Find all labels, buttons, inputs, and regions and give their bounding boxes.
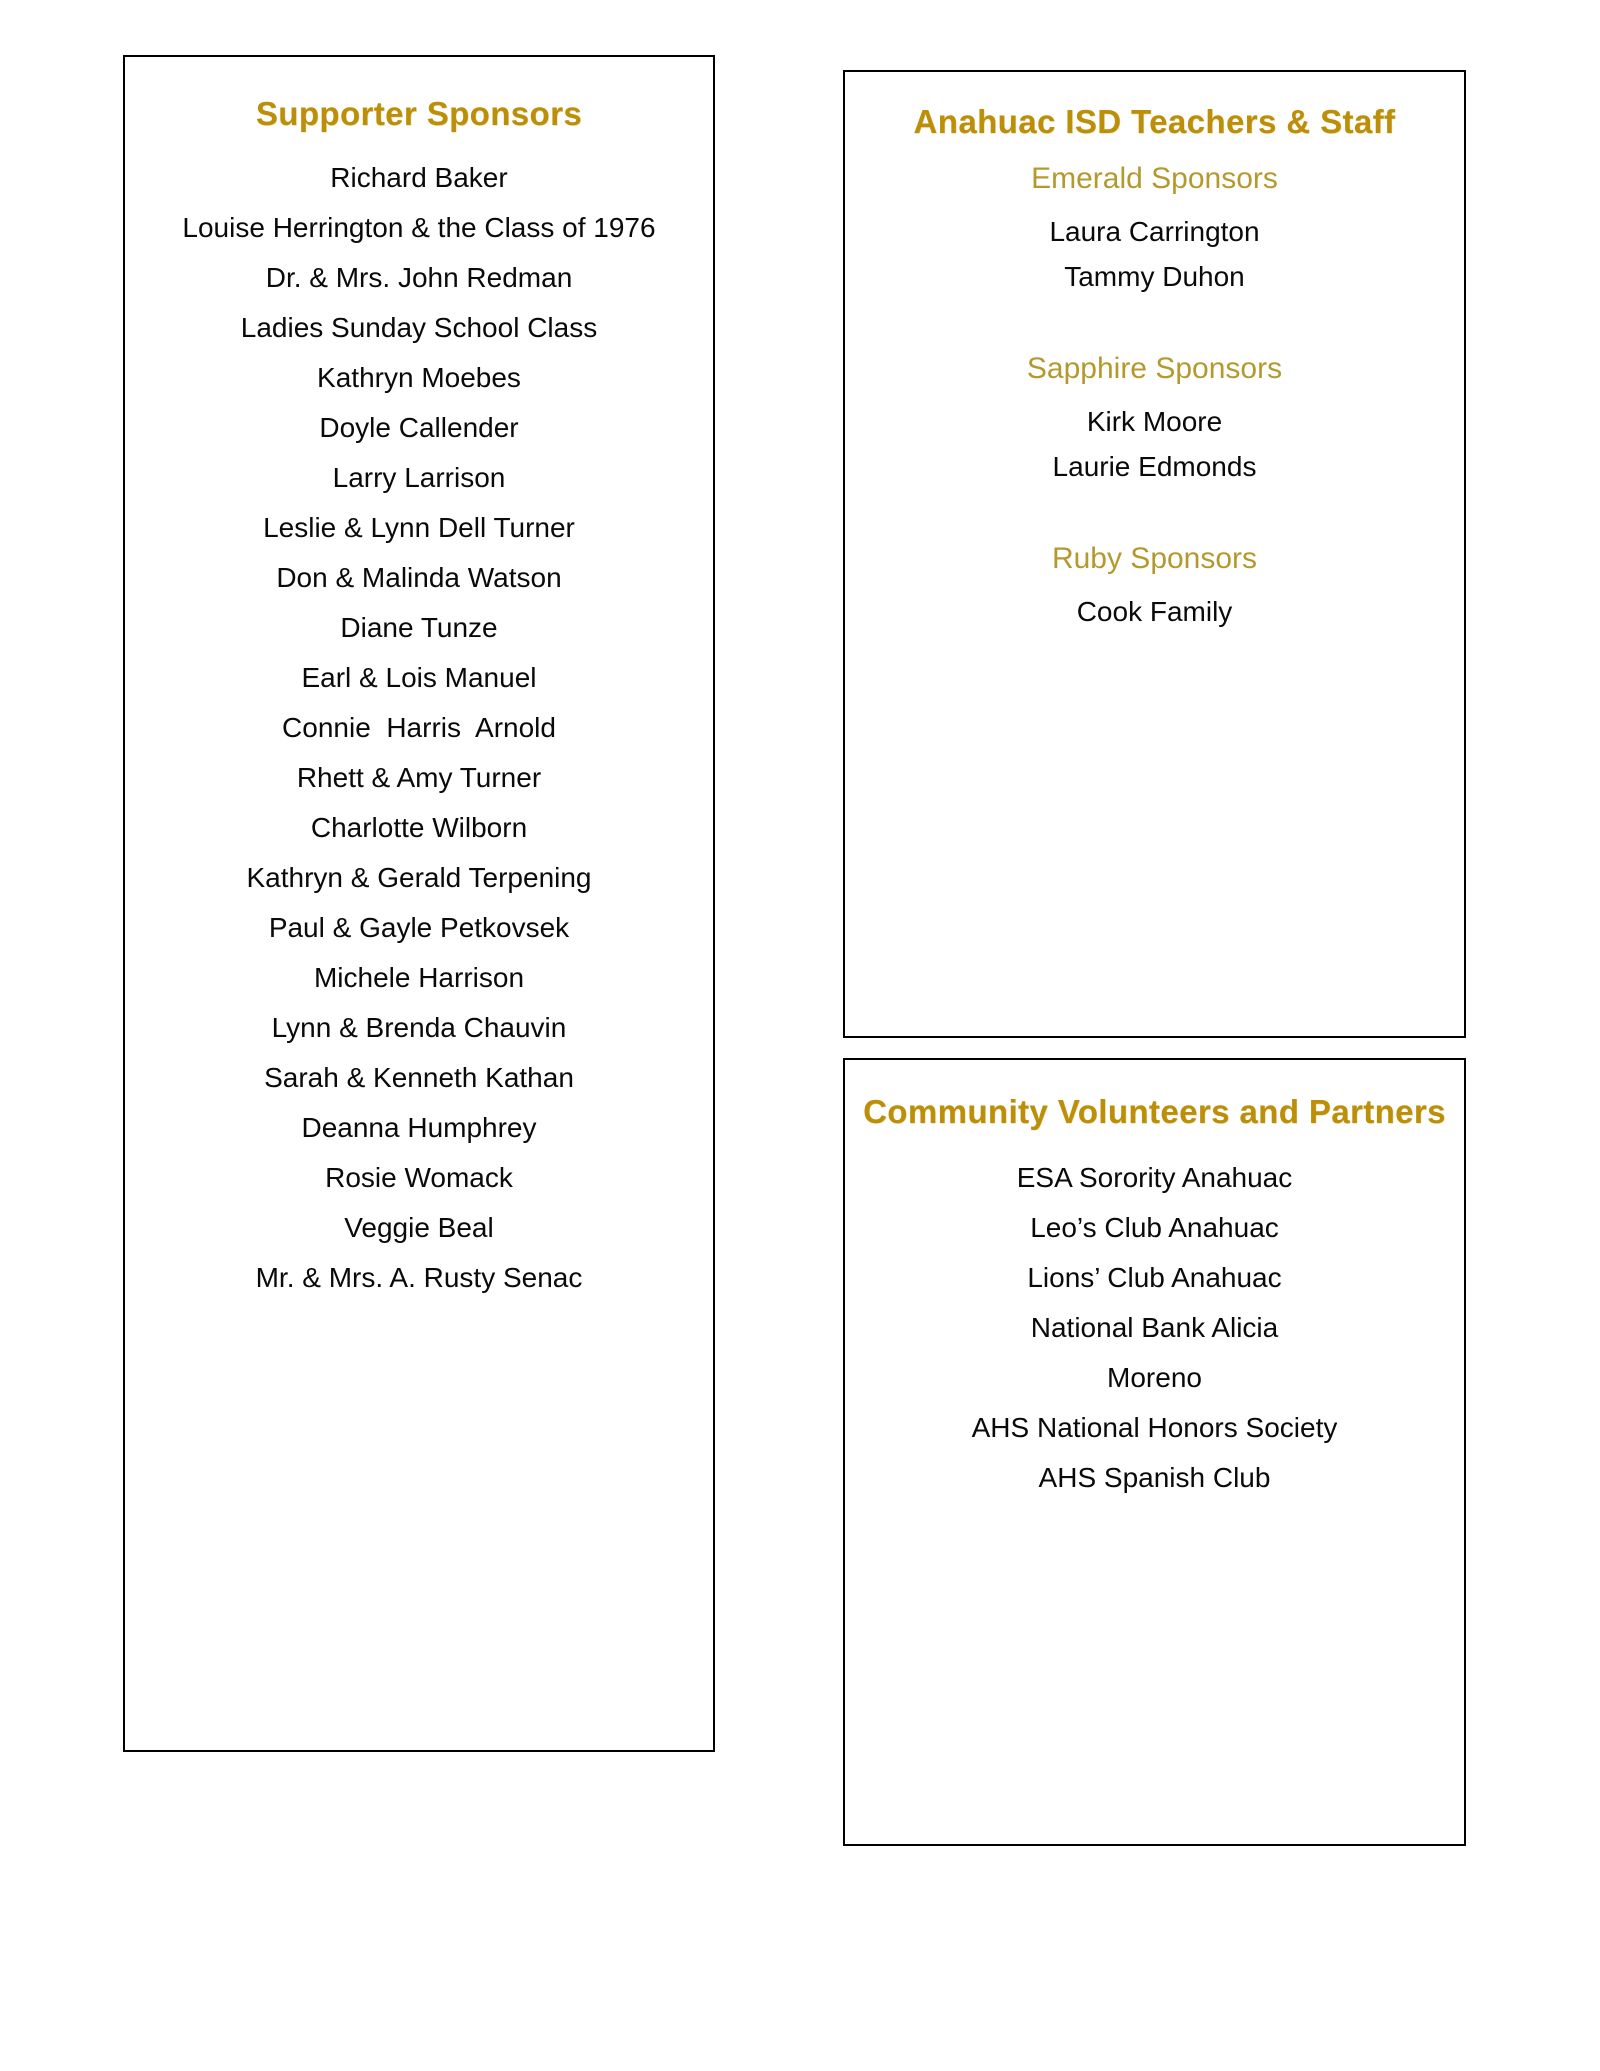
supporter-sponsors-title: Supporter Sponsors <box>255 95 583 132</box>
list-item: Leo’s Club Anahuac <box>1030 1212 1279 1243</box>
list-item: ESA Sorority Anahuac <box>1016 1162 1293 1193</box>
sponsor-tier-title: Sapphire Sponsors <box>1026 352 1283 385</box>
list-item: Louise Herrington & the Class of 1976 <box>182 212 656 243</box>
sponsor-tier-group <box>859 339 1450 489</box>
list-item: Lions’ Club Anahuac <box>1027 1262 1282 1293</box>
list-item: Diane Tunze <box>340 612 498 643</box>
list-item: Tammy Duhon <box>1064 261 1245 292</box>
list-item: Richard Baker <box>330 162 508 193</box>
list-item: Rhett & Amy Turner <box>296 762 542 793</box>
sponsor-tier-group <box>859 149 1450 299</box>
community-volunteers-content <box>845 1060 1464 1503</box>
supporter-sponsors-list <box>139 153 699 1303</box>
list-item: Kathryn Moebes <box>317 362 521 393</box>
teachers-staff-tier-list <box>859 149 1450 634</box>
list-item: Michele Harrison <box>313 962 525 993</box>
list-item: Mr. & Mrs. A. Rusty Senac <box>255 1262 583 1293</box>
list-item: Rosie Womack <box>325 1162 513 1193</box>
tier-spacer <box>859 299 1450 339</box>
list-item: Charlotte Wilborn <box>310 812 528 843</box>
community-volunteers-title: Community Volunteers and Partners <box>863 1093 1446 1130</box>
sponsor-tier-group <box>859 529 1450 634</box>
sponsor-tier-title: Ruby Sponsors <box>1051 542 1258 575</box>
list-item: Ladies Sunday School Class <box>240 312 598 343</box>
teachers-staff-content <box>845 72 1464 634</box>
teachers-staff-panel <box>843 70 1466 1038</box>
tier-spacer <box>859 489 1450 529</box>
list-item: Paul & Gayle Petkovsek <box>268 912 570 943</box>
list-item: Earl & Lois Manuel <box>301 662 537 693</box>
list-item: Kathryn & Gerald Terpening <box>246 862 592 893</box>
sponsor-tier-title: Emerald Sponsors <box>1031 162 1278 195</box>
list-item: National Bank Alicia <box>1030 1312 1279 1343</box>
list-item: AHS Spanish Club <box>1038 1462 1271 1493</box>
list-item: Sarah & Kenneth Kathan <box>264 1062 574 1093</box>
list-item: Laurie Edmonds <box>1052 451 1257 482</box>
teachers-staff-title: Anahuac ISD Teachers & Staff <box>913 103 1396 140</box>
list-item: Laura Carrington <box>1049 216 1260 247</box>
supporter-sponsors-panel <box>123 55 715 1752</box>
list-item: Kirk Moore <box>1086 406 1223 437</box>
list-item: Doyle Callender <box>319 412 519 443</box>
list-item: Connie Harris Arnold <box>282 712 556 743</box>
list-item: Deanna Humphrey <box>301 1112 537 1143</box>
supporter-sponsors-content <box>125 57 713 1303</box>
list-item: Larry Larrison <box>332 462 506 493</box>
community-volunteers-panel <box>843 1058 1466 1846</box>
list-item: Don & Malinda Watson <box>276 562 562 593</box>
list-item: Dr. & Mrs. John Redman <box>265 262 573 293</box>
list-item: Cook Family <box>1076 596 1233 627</box>
community-volunteers-list <box>859 1153 1450 1503</box>
list-item: Lynn & Brenda Chauvin <box>271 1012 567 1043</box>
list-item: Veggie Beal <box>344 1212 494 1243</box>
list-item: Moreno <box>1107 1362 1202 1393</box>
list-item: AHS National Honors Society <box>971 1412 1338 1443</box>
list-item: Leslie & Lynn Dell Turner <box>263 512 575 543</box>
